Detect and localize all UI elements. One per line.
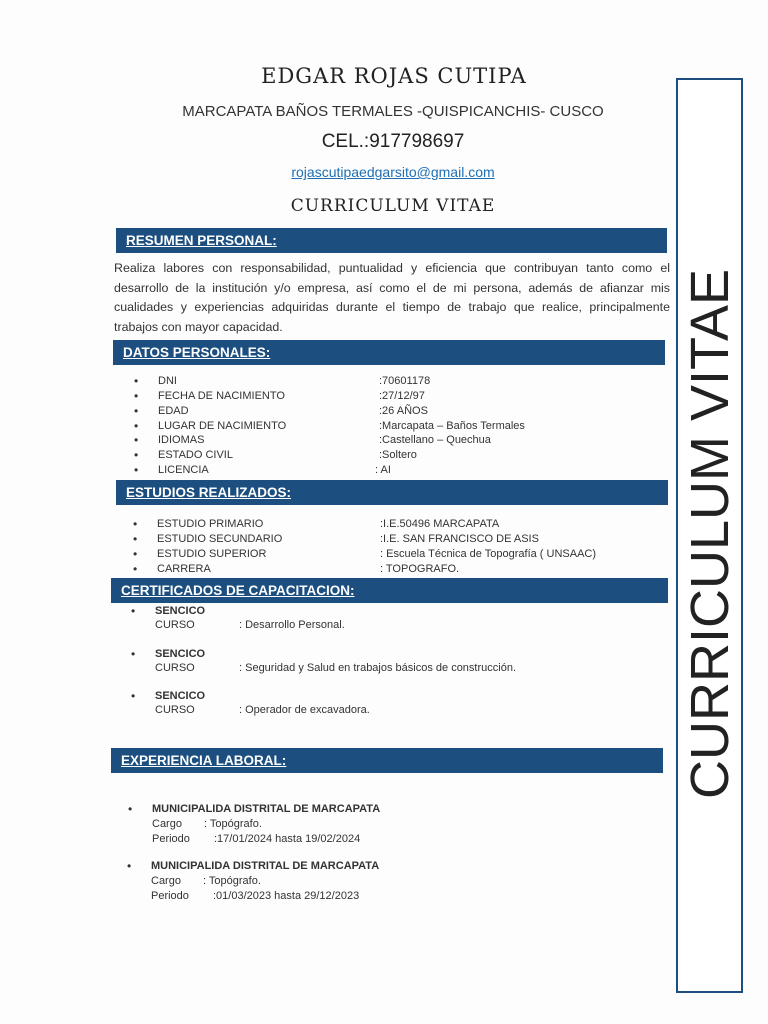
- field-label: ESTUDIO PRIMARIO: [157, 518, 264, 530]
- field-value: :70601178: [379, 375, 431, 387]
- section-heading-text: ESTUDIOS REALIZADOS:: [126, 485, 292, 500]
- field-value: :Soltero: [379, 449, 417, 461]
- section-header-estudios: [116, 480, 668, 505]
- course-name: : Desarrollo Personal.: [239, 619, 345, 631]
- field-label: LICENCIA: [158, 464, 209, 476]
- bullet-icon: •: [133, 517, 138, 531]
- periodo-label: Periodo: [152, 833, 190, 845]
- phone-number: CEL.:917798697: [321, 131, 465, 152]
- document-title: CURRICULUM VITAE: [290, 196, 496, 216]
- certificate-entity: SENCICO: [155, 690, 206, 702]
- address: MARCAPATA BAÑOS TERMALES -QUISPICANCHIS- CUSCO: [182, 103, 604, 120]
- bullet-icon: •: [134, 389, 139, 403]
- field-label: IDIOMAS: [158, 434, 205, 446]
- section-header-experiencia: [111, 748, 663, 773]
- field-value: :I.E.50496 MARCAPATA: [380, 518, 500, 530]
- section-header-certificados: [111, 578, 668, 603]
- summary-paragraph: Realiza labores con responsabilidad, puntualidad y eficiencia que contribuyan tanto como el desarrollo de la institución y/o empresa, así como el de mi persona, además de afianzar mis cualidades y experiencias adquiridas durante el tiempo de trabajo que realice, principalmente trabajos con mayor capacidad.: [114, 261, 670, 334]
- section-heading-text: RESUMEN PERSONAL:: [126, 233, 277, 248]
- bullet-icon: •: [128, 802, 133, 816]
- cargo-label: Cargo: [152, 818, 182, 830]
- field-value: :Marcapata – Baños Termales: [379, 420, 525, 432]
- bullet-icon: •: [133, 547, 138, 561]
- section-header-datos: [113, 340, 665, 365]
- periodo-value: :17/01/2024 hasta 19/02/2024: [214, 833, 361, 845]
- field-label: ESTUDIO SUPERIOR: [157, 548, 267, 560]
- field-value: : TOPOGRAFO.: [380, 563, 460, 575]
- field-label: ESTADO CIVIL: [158, 449, 233, 461]
- cargo-value: : Topógrafo.: [203, 875, 261, 887]
- bullet-icon: •: [134, 374, 139, 388]
- course-name: : Seguridad y Salud en trabajos básicos de construcción.: [239, 662, 516, 674]
- side-title: CURRICULUM VITAE: [680, 268, 740, 800]
- certificate-entity: SENCICO: [155, 605, 206, 617]
- bullet-icon: •: [133, 532, 138, 546]
- curso-label: CURSO: [155, 662, 195, 674]
- bullet-icon: •: [131, 647, 136, 661]
- periodo-label: Periodo: [151, 890, 189, 902]
- field-label: EDAD: [158, 405, 189, 417]
- section-heading-text: CERTIFICADOS DE CAPACITACION:: [121, 583, 355, 598]
- bullet-icon: •: [134, 404, 139, 418]
- field-label: FECHA DE NACIMIENTO: [158, 390, 285, 402]
- course-name: : Operador de excavadora.: [239, 704, 370, 716]
- field-value: :I.E. SAN FRANCISCO DE ASIS: [380, 533, 539, 545]
- section-header-resumen: [116, 228, 667, 253]
- cargo-label: Cargo: [151, 875, 181, 887]
- bullet-icon: •: [134, 419, 139, 433]
- email-link[interactable]: rojascutipaedgarsito@gmail.com: [291, 164, 495, 180]
- bullet-icon: •: [131, 689, 136, 703]
- field-label: ESTUDIO SECUNDARIO: [157, 533, 283, 545]
- bullet-icon: •: [134, 448, 139, 462]
- employer-name: MUNICIPALIDA DISTRITAL DE MARCAPATA: [151, 860, 380, 872]
- field-value: : Escuela Técnica de Topografía ( UNSAAC): [380, 548, 597, 560]
- curso-label: CURSO: [155, 619, 195, 631]
- field-label: DNI: [158, 375, 177, 387]
- curso-label: CURSO: [155, 704, 195, 716]
- section-heading-text: DATOS PERSONALES:: [123, 345, 271, 360]
- candidate-name: EDGAR ROJAS CUTIPA: [261, 64, 527, 88]
- section-heading-text: EXPERIENCIA LABORAL:: [121, 753, 287, 768]
- field-label: LUGAR DE NACIMIENTO: [158, 420, 287, 432]
- field-value: : AI: [375, 464, 391, 476]
- bullet-icon: •: [134, 433, 139, 447]
- bullet-icon: •: [133, 562, 138, 576]
- bullet-icon: •: [134, 463, 139, 477]
- field-label: CARRERA: [157, 563, 211, 575]
- field-value: :27/12/97: [379, 390, 425, 402]
- field-value: :Castellano – Quechua: [379, 434, 491, 446]
- field-value: :26 AÑOS: [379, 405, 428, 417]
- employer-name: MUNICIPALIDA DISTRITAL DE MARCAPATA: [152, 803, 381, 815]
- certificate-entity: SENCICO: [155, 648, 206, 660]
- bullet-icon: •: [131, 604, 136, 618]
- periodo-value: :01/03/2023 hasta 29/12/2023: [213, 890, 360, 902]
- cargo-value: : Topógrafo.: [204, 818, 262, 830]
- bullet-icon: •: [127, 859, 132, 873]
